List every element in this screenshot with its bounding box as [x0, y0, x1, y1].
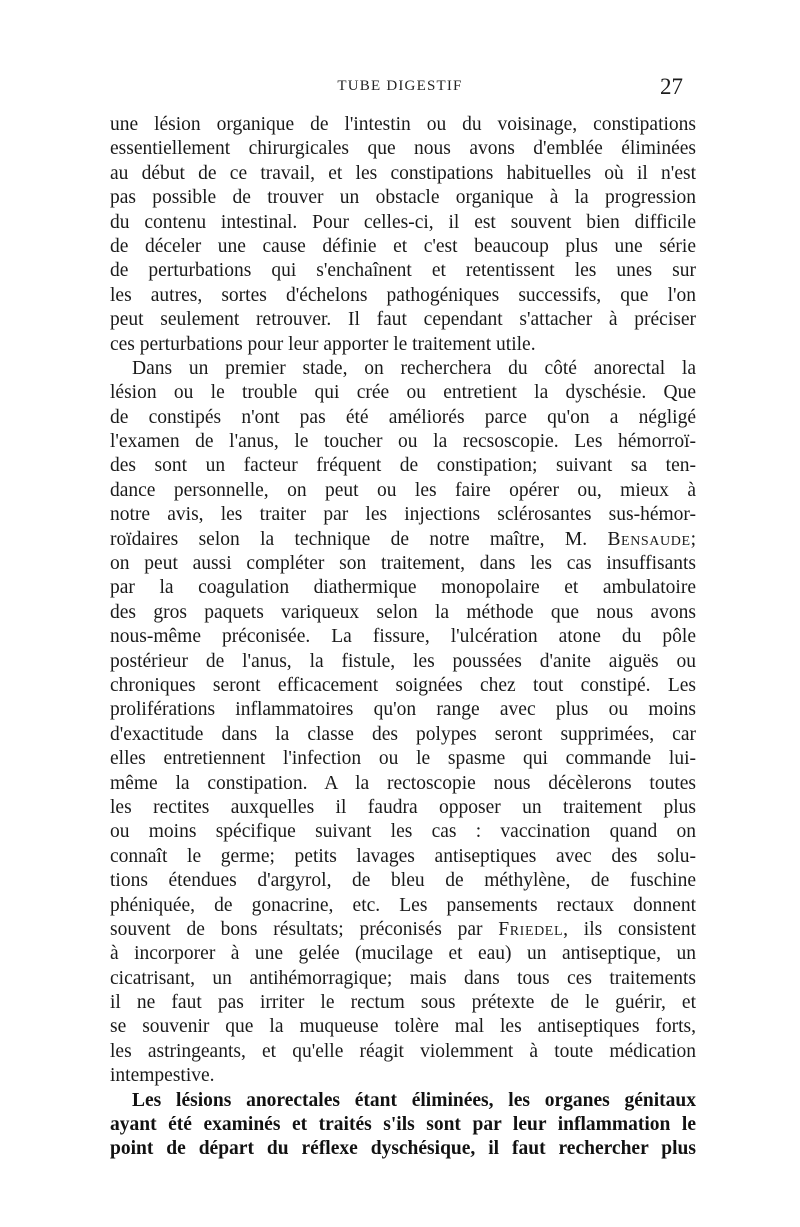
paragraph-1 [110, 113, 696, 357]
text-line: lésion ou le trouble qui crée ou entretient la dyschésie. Que [110, 382, 696, 404]
text-line: à incorporer à une gelée (mucilage et eau) un antiseptique, un [110, 943, 696, 965]
text-segment: roïdaires selon la technique de notre maître, M. [110, 528, 588, 550]
text-line: Les lésions anorectales étant éliminées, les organes génitaux [132, 1089, 696, 1111]
text-line: de perturbations qui s'enchaînent et retentissent les unes sur [110, 260, 696, 282]
text-line: nous-même préconisée. La fissure, l'ulcération atone du pôle [110, 626, 696, 648]
text-line: postérieur de l'anus, la fistule, les poussées d'anite aiguës ou [110, 650, 696, 672]
author-name: Friedel [498, 918, 564, 940]
text-segment: , ils consistent [563, 918, 696, 940]
text-line: de déceler une cause définie et c'est beaucoup plus une série [110, 235, 696, 257]
text-line: phéniquée, de gonacrine, etc. Les pansements rectaux donnent [110, 894, 696, 916]
text-line: ces perturbations pour leur apporter le traitement utile. [110, 333, 536, 355]
text-line: des sont un facteur fréquent de constipation; suivant sa ten- [110, 455, 696, 477]
text-line: les rectites auxquelles il faudra opposer un traitement plus [110, 796, 696, 818]
body-text [110, 113, 696, 1162]
page-number: 27 [660, 74, 683, 99]
text-line: point de départ du réflexe dyschésique, il faut rechercher plus [110, 1138, 696, 1160]
text-line: cicatrisant, un antihémorragique; mais dans tous ces traitements [110, 967, 696, 989]
text-line-with-author [110, 918, 696, 942]
text-line: au début de ce travail, et les constipations habituelles où il n'est [110, 162, 696, 184]
text-line: se souvenir que la muqueuse tolère mal les antiseptiques forts, [110, 1016, 696, 1038]
text-line: intempestive. [110, 1065, 215, 1087]
text-line: pas possible de trouver un obstacle organique à la progression [110, 187, 696, 209]
text-line: chroniques seront efficacement soignées chez tout constipé. Les [110, 674, 696, 696]
text-line: les astringeants, et qu'elle réagit violemment à toute médication [110, 1040, 696, 1062]
text-line: une lésion organique de l'intestin ou du voisinage, constipations [110, 114, 696, 135]
text-line: il ne faut pas irriter le rectum sous prétexte de le guérir, et [110, 992, 696, 1014]
text-line: d'exactitude dans la classe des polypes seront supprimées, car [110, 723, 696, 745]
text-line: essentiellement chirurgicales que nous avons d'emblée éliminées [110, 138, 696, 160]
paragraph-3 [110, 1089, 696, 1162]
text-line: les autres, sortes d'échelons pathogéniques successifs, que l'on [110, 284, 696, 306]
author-name: Bensaude [607, 528, 691, 550]
text-line: l'examen de l'anus, le toucher ou la recsoscopie. Les hémorroï- [110, 431, 696, 453]
text-line: on peut aussi compléter son traitement, dans les cas insuffisants [110, 553, 696, 575]
text-line: des gros paquets variqueux selon la méthode que nous avons [110, 601, 696, 623]
text-line: Dans un premier stade, on recherchera du côté anorectal la [132, 357, 696, 379]
text-line: même la constipation. A la rectoscopie nous décèlerons toutes [110, 772, 696, 794]
running-header [0, 74, 800, 104]
text-segment: souvent de bons résultats; préconisés par [110, 918, 483, 940]
text-line: peut seulement retrouver. Il faut cependant s'attacher à préciser [110, 309, 696, 331]
text-line: elles entretiennent l'infection ou le spasme qui commande lui- [110, 748, 696, 770]
text-line-with-author [110, 528, 696, 552]
text-segment: ; [690, 528, 697, 550]
text-line: du contenu intestinal. Pour celles-ci, il est souvent bien difficile [110, 211, 696, 233]
text-line: ou moins spécifique suivant les cas : vaccination quand on [110, 821, 696, 843]
text-line: par la coagulation diathermique monopolaire et ambulatoire [110, 577, 696, 599]
text-line: de constipés n'ont pas été améliorés parce qu'on a négligé [110, 406, 696, 428]
text-line: proliférations inflammatoires qu'on range avec plus ou moins [110, 699, 696, 721]
text-line: notre avis, les traiter par les injections sclérosantes sus-hémor- [110, 504, 696, 526]
text-line: dance personnelle, on peut ou les faire opérer ou, mieux à [110, 479, 696, 501]
paragraph-2 [110, 357, 696, 1089]
running-title: TUBE DIGESTIF [337, 78, 463, 94]
text-line: ayant été examinés et traités s'ils sont par leur inflammation le [110, 1114, 696, 1136]
text-line: connaît le germe; petits lavages antiseptiques avec des solu- [110, 845, 696, 867]
text-line: tions étendues d'argyrol, de bleu de méthylène, de fuschine [110, 870, 696, 892]
